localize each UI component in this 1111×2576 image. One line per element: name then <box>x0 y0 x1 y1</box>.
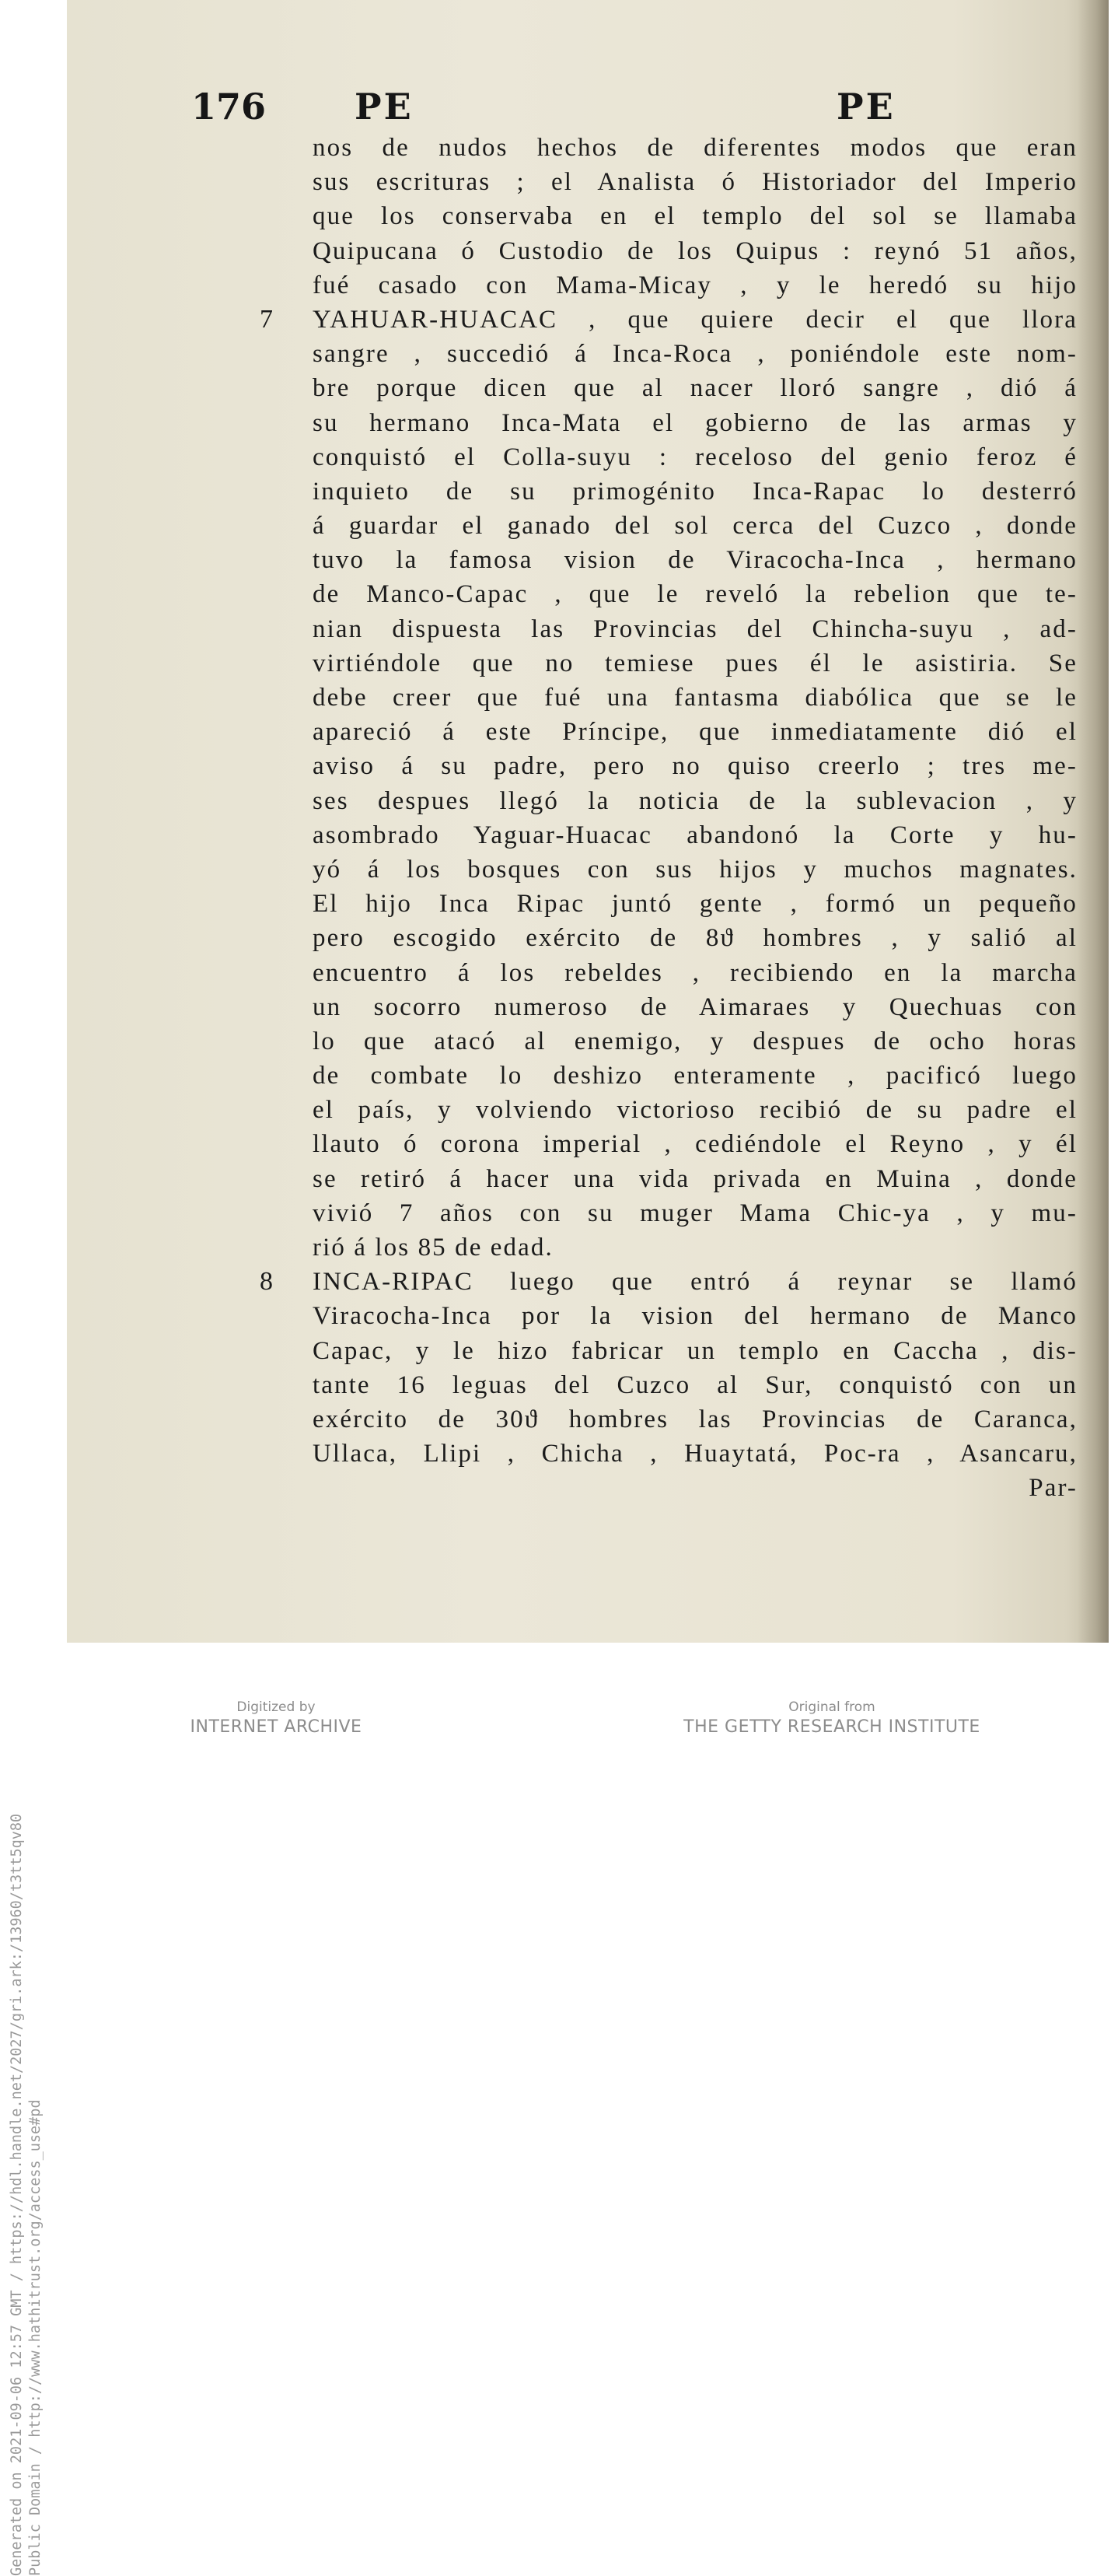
text-line <box>246 1471 1078 1505</box>
text-line <box>246 406 1078 440</box>
text-line <box>246 1299 1078 1333</box>
text-line-content: El hijo Inca Ripac juntó gente , formó un pequeño <box>313 890 1078 919</box>
text-line-content: lo que atacó al enemigo, y despues de ocho horas <box>313 1027 1078 1055</box>
text-line-content: sangre , succedió á Inca-Roca , poniéndole este nom- <box>313 340 1078 369</box>
entry-number: 7 <box>260 304 275 334</box>
text-line-content: un socorro numeroso de Aimaraes y Quechuas con <box>313 992 1078 1021</box>
text-line-content: tuvo la famosa vision de Viracocha-Inca , hermano <box>313 546 1078 575</box>
text-line <box>246 715 1078 749</box>
text-line-content: debe creer que fué una fantasma diabólica que se le <box>313 684 1078 712</box>
text-line-content: pero escogido exército de 8ϑ hombres , y salió al <box>313 924 1078 953</box>
running-headword-right: PE <box>837 86 896 128</box>
text-line <box>246 646 1078 681</box>
body-text <box>246 131 1078 1506</box>
text-line <box>246 852 1078 887</box>
text-line-content: Ullaca, Llipi , Chicha , Huaytatá, Poc-ra , Asancaru, <box>313 1440 1078 1468</box>
text-line <box>246 199 1078 233</box>
text-line-content: inquieto de su primogénito Inca-Rapac lo desterró <box>313 477 1078 506</box>
text-line-content: aviso á su padre, pero no quiso creerlo ; tres me- <box>313 752 1078 781</box>
text-line-content: Capac, y le hizo fabricar un templo en Caccha , dis- <box>313 1336 1078 1365</box>
running-headword-left: PE <box>355 86 414 128</box>
page-header <box>67 84 1109 131</box>
getty-institute-label: THE GETTY RESEARCH INSTITUTE <box>683 1717 980 1737</box>
digitized-by-label: Digitized by <box>236 1699 316 1715</box>
text-line-content: rió á los 85 de edad. <box>313 1234 554 1262</box>
page-edge-shadow <box>1078 0 1109 1643</box>
text-line-content: se retiró á hacer una vida privada en Muina , donde <box>313 1164 1078 1193</box>
text-line <box>246 956 1078 990</box>
text-line <box>246 681 1078 715</box>
digitized-by-block <box>179 1699 373 1739</box>
original-from-block <box>676 1699 987 1739</box>
text-line <box>246 371 1078 405</box>
generation-stamp-line: Public Domain / http://www.hathitrust.org/access_use#pd <box>27 2099 44 2576</box>
text-line <box>246 543 1078 577</box>
scanned-page <box>67 0 1109 1643</box>
text-line-content: que los conservaba en el templo del sol se llamaba <box>313 202 1078 231</box>
text-line <box>246 1402 1078 1437</box>
text-line-content: fué casado con Mama-Micay , y le heredó su hijo <box>313 271 1078 299</box>
generation-stamp-line: Generated on 2021-09-06 12:57 GMT / https://hdl.handle.net/2027/gri.ark:/13960/t3tt5qv80 <box>9 1813 25 2576</box>
text-line-content: virtiéndole que no temiese pues él le asistiria. Se <box>313 649 1078 677</box>
original-from-label: Original from <box>788 1699 875 1715</box>
text-line-content: encuentro á los rebeldes , recibiendo en la marcha <box>313 958 1078 987</box>
text-line-content: el país, y volviendo victorioso recibió de su padre el <box>313 1096 1078 1125</box>
text-line-content: bre porque dicen que al nacer lloró sangre , dió á <box>313 374 1078 403</box>
text-line <box>246 990 1078 1024</box>
page-footer <box>0 1699 1111 1744</box>
text-line-content: exército de 30ϑ hombres las Provincias de Caranca, <box>313 1405 1078 1433</box>
text-line <box>246 131 1078 165</box>
text-line <box>246 612 1078 646</box>
text-line-content: Quipucana ó Custodio de los Quipus : reynó 51 años, <box>313 236 1078 265</box>
text-line-content: YAHUAR-HUACAC , que quiere decir el que llora <box>313 305 1078 334</box>
text-line <box>246 1127 1078 1161</box>
text-line-content: yó á los bosques con sus hijos y muchos magnates. <box>313 855 1078 884</box>
text-line <box>246 749 1078 783</box>
generation-stamp <box>0 856 47 2576</box>
text-line-content: tante 16 leguas del Cuzco al Sur, conquistó con un <box>313 1370 1078 1399</box>
text-line <box>246 1093 1078 1127</box>
text-line-content: nos de nudos hechos de diferentes modos que eran <box>313 134 1078 162</box>
text-line-content: INCA-RIPAC luego que entró á reynar se llamó <box>313 1268 1078 1297</box>
page-number: 176 <box>191 86 267 128</box>
text-line-content: conquistó el Colla-suyu : receloso del genio feroz é <box>313 443 1078 471</box>
text-line-content: nian dispuesta las Provincias del Chincha-suyu , ad- <box>313 614 1078 643</box>
text-line <box>246 1024 1078 1059</box>
entry-number: 8 <box>260 1267 275 1297</box>
text-line-content: ses despues llegó la noticia de la sublevacion , y <box>313 786 1078 815</box>
text-line <box>246 165 1078 199</box>
text-line <box>246 577 1078 611</box>
text-line-content: asombrado Yaguar-Huacac abandonó la Corte y hu- <box>313 821 1078 849</box>
text-line <box>246 509 1078 543</box>
text-line <box>246 234 1078 268</box>
text-line-content: de Manco-Capac , que le reveló la rebelion que te- <box>313 580 1078 609</box>
text-line <box>246 784 1078 818</box>
text-line-content: de combate lo deshizo enteramente , pacificó luego <box>313 1062 1078 1090</box>
generation-stamp-text <box>8 1814 45 2576</box>
text-line <box>246 303 1078 337</box>
text-line <box>246 1265 1078 1299</box>
text-line <box>246 1437 1078 1471</box>
text-line <box>246 1059 1078 1093</box>
text-line <box>246 1368 1078 1402</box>
text-line-content: Par- <box>1029 1474 1078 1503</box>
text-line <box>246 818 1078 852</box>
text-line-content: su hermano Inca-Mata el gobierno de las armas y <box>313 408 1078 437</box>
text-line <box>246 1334 1078 1368</box>
text-line <box>246 474 1078 509</box>
text-line <box>246 1230 1078 1265</box>
text-line-content: sus escrituras ; el Analista ó Historiador del Imperio <box>313 168 1078 197</box>
text-line-content: vivió 7 años con su muger Mama Chic-ya , y mu- <box>313 1199 1078 1227</box>
text-line <box>246 1196 1078 1230</box>
text-line <box>246 440 1078 474</box>
text-line <box>246 1162 1078 1196</box>
text-line <box>246 268 1078 303</box>
text-line <box>246 337 1078 371</box>
text-line-content: llauto ó corona imperial , cediéndole el Reyno , y él <box>313 1130 1078 1159</box>
internet-archive-label: INTERNET ARCHIVE <box>190 1717 362 1737</box>
text-line-content: apareció á este Príncipe, que inmediatamente dió el <box>313 718 1078 747</box>
text-line <box>246 887 1078 921</box>
text-line-content: Viracocha-Inca por la vision del hermano de Manco <box>313 1302 1078 1331</box>
text-line <box>246 921 1078 955</box>
text-line-content: á guardar el ganado del sol cerca del Cuzco , donde <box>313 512 1078 541</box>
